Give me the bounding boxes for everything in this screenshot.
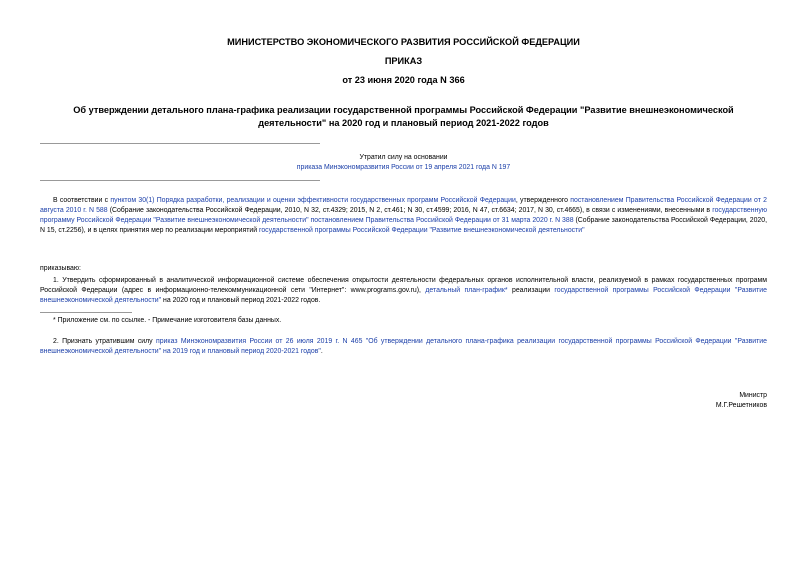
- preamble-text-2: , утвержденного: [515, 197, 571, 204]
- item-1-text-2: реализации: [507, 287, 555, 294]
- signatory-name: М.Г.Решетников: [715, 402, 767, 409]
- item-1-text-1: 1. Утвердить сформированный в аналитической информационной системе обеспечения открытости деятельности федеральных органов исполнительной власти, реализуемой в рамках государственных программ Российской Федерации (адрес в информационно-телекоммуникационной сети "Интернет": www.programs.gov.ru),: [40, 277, 767, 294]
- preamble-paragraph: [40, 196, 767, 236]
- footnote-divider: [40, 312, 132, 313]
- detailed-plan-link[interactable]: детальный план-график*: [425, 287, 508, 294]
- item-2-paragraph: [40, 337, 767, 357]
- program-link-2[interactable]: государственной программы Российской Федерации "Развитие внешнеэкономической деятельности": [258, 227, 585, 234]
- item-1-paragraph: [40, 276, 767, 306]
- item-1-text-3: на 2020 год и плановый период 2021-2022 годов.: [161, 297, 321, 304]
- document-date: от 23 июня 2020 года N 366: [342, 75, 465, 85]
- ministry-heading: МИНИСТЕРСТВО ЭКОНОМИЧЕСКОГО РАЗВИТИЯ РОССИЙСКОЙ ФЕДЕРАЦИИ: [227, 37, 580, 47]
- validity-note: [40, 153, 767, 173]
- repeal-order-link[interactable]: приказа Минэкономразвития России от 19 апреля 2021 года N 197: [296, 164, 511, 171]
- resolution-388-link[interactable]: постановлением Правительства Российской Федерации от 31 марта 2020 г. N 388: [310, 217, 574, 224]
- procedure-link[interactable]: пунктом 30(1) Порядка разработки, реализации и оценки эффективности государственных программ Российской Федерации: [110, 197, 516, 204]
- resolution-588-link[interactable]: постановлением Правительства Российской Федерации от 2 августа 2010 г. N 588: [40, 197, 768, 214]
- item-2-text-2: .: [320, 348, 323, 355]
- preamble-text-1: В соответствии с: [53, 197, 111, 204]
- preamble-text-3: (Собрание законодательства Российской Федерации, 2010, N 32, ст.4329; 2015, N 2, ст.461; N 30, ст.4599; 2016, N 47, ст.6634; 2017, N 30, ст.4665), в связи с изменениями, внесенными в: [107, 207, 713, 214]
- footnote: * Приложение см. по ссылке. - Примечание изготовителя базы данных.: [53, 317, 282, 324]
- validity-note-text: Утратил силу на основании: [359, 154, 448, 161]
- divider-top: [40, 143, 320, 144]
- item-2-text-1: 2. Признать утратившим силу: [53, 338, 156, 345]
- document-title: Об утверждении детального плана-графика реализации государственной программы Российской Федерации "Развитие внешнеэкономической деятельности" на 2020 год и плановый период 2021-2022 годов: [73, 105, 734, 128]
- signature-block: [716, 391, 767, 411]
- order-465-link[interactable]: приказ Минэкономразвития России от 26 июля 2019 г. N 465 "Об утверждении детального плана-графика реализации государственной программы Российской Федерации "Развитие внешнеэкономической деятельности" на 2019 год и плановый период 2020-2021 годов": [40, 338, 767, 355]
- preamble-text-5: (Собрание законодательства Российской Федерации, 2020, N 15, ст.2256), и в целях принятия мер по реализации мероприятий: [40, 217, 768, 234]
- divider-bottom: [40, 180, 320, 181]
- document-type: ПРИКАЗ: [384, 56, 423, 66]
- signatory-position: Министр: [739, 392, 767, 399]
- program-link-1[interactable]: государственную программу Российской Федерации "Развитие внешнеэкономической деятельности": [40, 207, 767, 224]
- program-link-3[interactable]: государственной программы Российской Федерации "Развитие внешнеэкономической деятельности": [40, 287, 767, 304]
- order-word: приказываю:: [40, 265, 81, 272]
